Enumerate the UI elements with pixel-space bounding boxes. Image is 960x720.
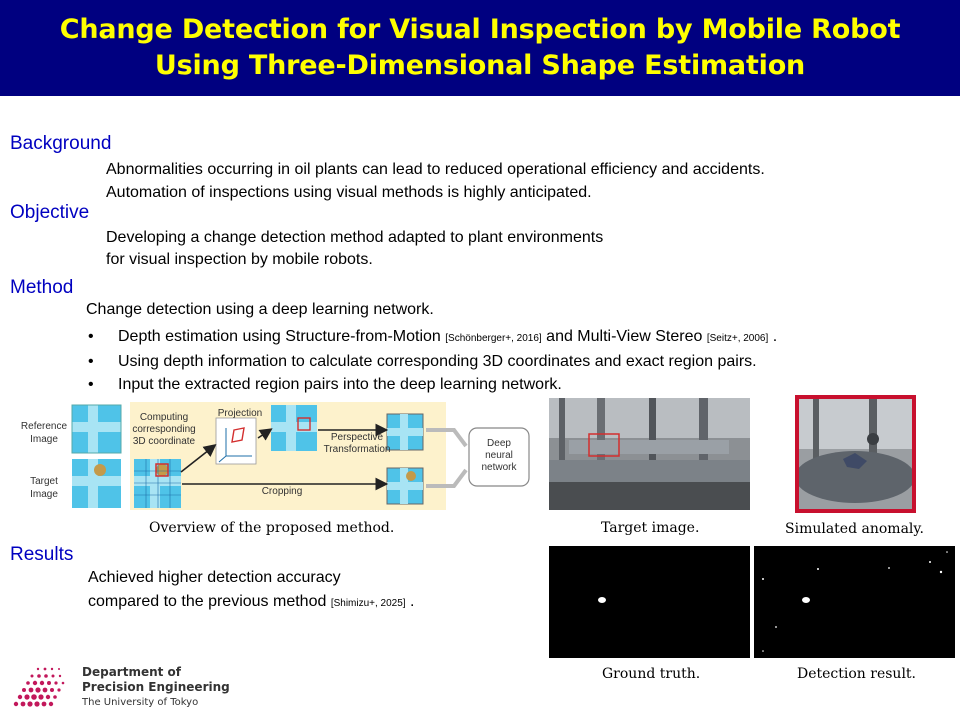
anomaly-pipe-illustration (799, 399, 912, 509)
results-heading: Results (10, 544, 74, 565)
citation: [Seitz+, 2006] (706, 333, 769, 344)
target-caption: Target image. (601, 520, 700, 536)
ground-truth-blob (549, 546, 750, 658)
detection-caption: Detection result. (797, 666, 916, 682)
perspective-label: Perspective Transformation (323, 432, 391, 455)
method-bullet-1 (86, 325, 777, 350)
projection-label: Projection (217, 408, 263, 419)
overview-caption: Overview of the proposed method. (149, 520, 395, 536)
reference-image-label: Reference Image (20, 421, 68, 445)
target-image-thumb (72, 459, 121, 508)
network-label: Deep neural network (481, 438, 517, 473)
anomaly-caption: Simulated anomaly. (785, 521, 924, 537)
title-line-2: Using Three-Dimensional Shape Estimation (154, 50, 806, 81)
results-end: . (405, 593, 415, 610)
detection-result-blobs (754, 546, 955, 658)
method-bullet-3 (86, 373, 777, 396)
target-grid-thumb (134, 459, 181, 508)
method-bullet-2 (86, 350, 777, 373)
detection-result-mask (754, 546, 955, 658)
title-line-1: Change Detection for Visual Inspection by Mobile Robot (59, 14, 901, 45)
citation: [Shimizu+, 2025] (330, 598, 406, 609)
projection-3d-box (216, 418, 256, 464)
projected-reference-thumb (271, 405, 317, 451)
results-line-2 (88, 591, 414, 615)
method-intro: Change detection using a deep learning network. (86, 301, 434, 318)
university-logo-mark (8, 660, 78, 712)
bullet-text: Input the extracted region pairs into the deep learning network. (118, 376, 562, 393)
citation: [Schönberger+, 2016] (445, 333, 542, 344)
logo-department-line: Department of (82, 665, 182, 679)
method-bullet-list (86, 325, 777, 396)
background-heading: Background (10, 133, 112, 154)
logo-university-line: The University of Tokyo (82, 697, 199, 708)
target-image-photo (549, 398, 750, 510)
target-image-label: Target Image (30, 476, 58, 500)
bullet-text: Using depth information to calculate corresponding 3D coordinates and exact region pairs. (118, 353, 757, 370)
bullet-end: . (768, 328, 778, 345)
objective-line-2: for visual inspection by mobile robots. (106, 251, 373, 268)
ground-truth-mask (549, 546, 750, 658)
logo-precision-line: Precision Engineering (82, 680, 230, 694)
objective-heading: Objective (10, 202, 90, 223)
method-heading: Method (10, 277, 74, 298)
ground-truth-caption: Ground truth. (602, 666, 701, 682)
background-line-2: Automation of inspections using visual methods is highly anticipated. (106, 184, 592, 201)
bullet-text: Depth estimation using Structure-from-Motion (118, 328, 446, 345)
plant-pipes-illustration (549, 398, 750, 510)
computing-label: Computing corresponding 3D coordinate (132, 412, 196, 447)
bullet-text: and Multi-View Stereo (541, 328, 707, 345)
results-text: compared to the previous method (88, 593, 331, 610)
cropping-label: Cropping (261, 486, 303, 497)
objective-line-1: Developing a change detection method adapted to plant environments (106, 229, 604, 246)
background-line-1: Abnormalities occurring in oil plants can lead to reduced operational efficiency and accidents. (106, 161, 765, 178)
reference-image-thumb (72, 405, 121, 453)
cropped-reference-thumb (387, 414, 423, 450)
simulated-anomaly-photo (795, 395, 916, 513)
title-banner (0, 0, 960, 96)
method-overview-diagram (14, 400, 534, 516)
cropped-target-thumb (387, 468, 423, 504)
results-line-1: Achieved higher detection accuracy (88, 569, 341, 586)
